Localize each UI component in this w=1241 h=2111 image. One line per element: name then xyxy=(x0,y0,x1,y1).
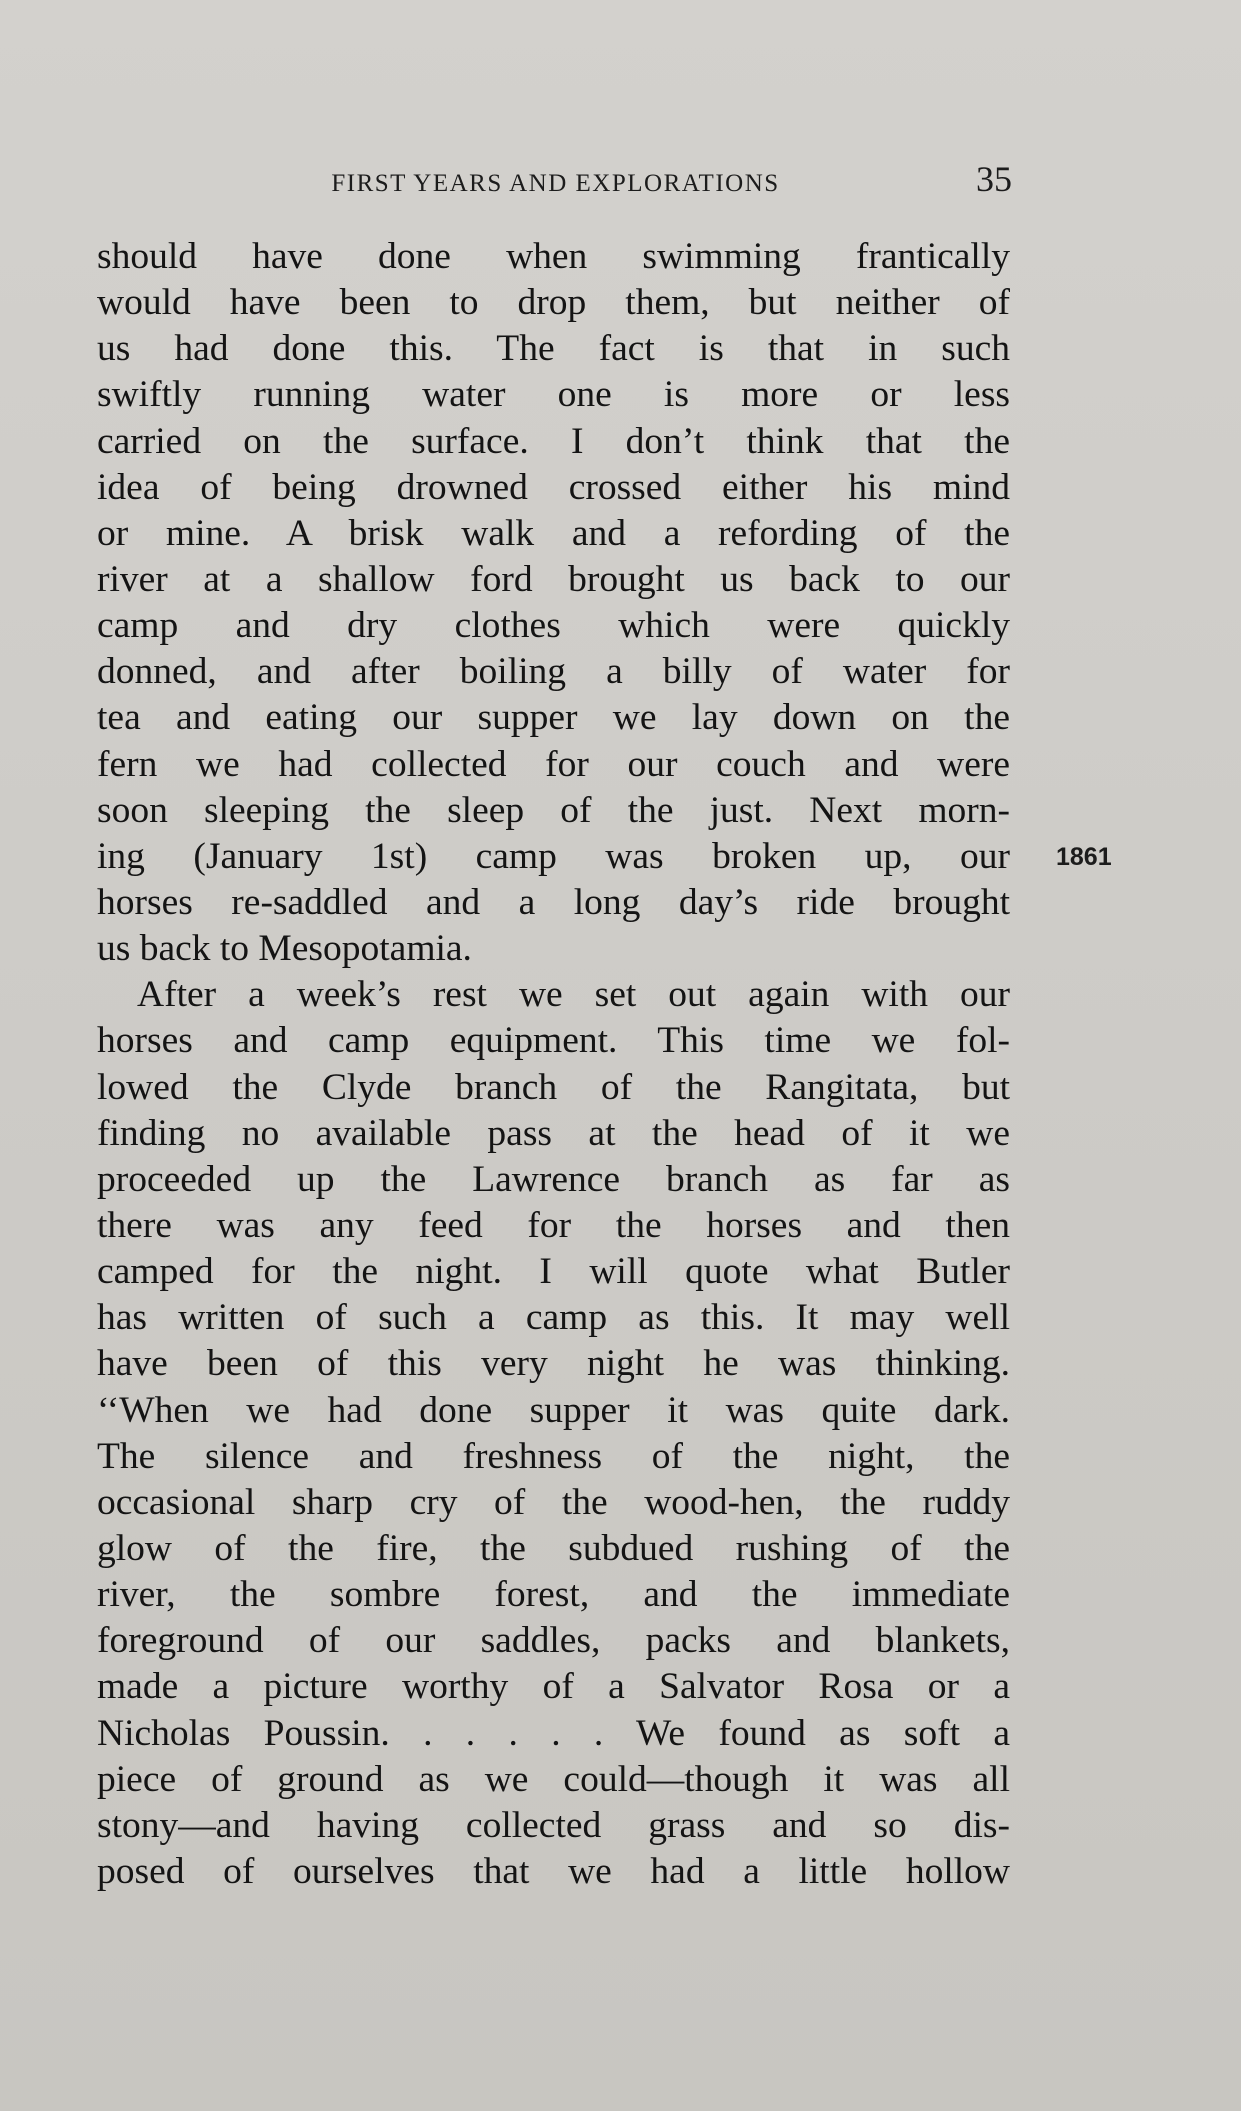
text-line: camp and dry clothes which were quickly xyxy=(97,605,1010,647)
text-line: there was any feed for the horses and then xyxy=(97,1204,1010,1246)
text-line: made a picture worthy of a Salvator Rosa or a xyxy=(97,1666,1010,1708)
text-line: After a week’s rest we set out again with our xyxy=(137,974,1010,1016)
page-number: 35 xyxy=(976,159,1012,199)
text-line: would have been to drop them, but neither of xyxy=(97,282,1010,324)
text-line: fern we had collected for our couch and were xyxy=(97,743,1010,785)
text-line: ing (January 1st) camp was broken up, our xyxy=(97,835,1010,877)
text-line: lowed the Clyde branch of the Rangitata, but xyxy=(97,1066,1010,1108)
text-line: stony—and having collected grass and so dis- xyxy=(97,1804,1010,1846)
text-line: should have done when swimming frantically xyxy=(97,236,1010,277)
text-line: posed of ourselves that we had a little hollow xyxy=(97,1850,1010,1892)
text-line: horses re-saddled and a long day’s ride brought xyxy=(97,881,1010,923)
text-line: has written of such a camp as this. It may well xyxy=(97,1297,1010,1339)
text-line: us back to Mesopotamia. xyxy=(97,928,472,970)
text-line: swiftly running water one is more or less xyxy=(97,374,1010,416)
running-title: FIRST YEARS AND EXPLORATIONS xyxy=(331,170,780,197)
text-line: river, the sombre forest, and the immediate xyxy=(97,1574,1010,1616)
text-line: soon sleeping the sleep of the just. Next morn- xyxy=(97,789,1010,831)
margin-year-note: 1861 xyxy=(1056,843,1112,871)
text-line: horses and camp equipment. This time we fol- xyxy=(97,1020,1010,1062)
text-line: us had done this. The fact is that in such xyxy=(97,328,1010,370)
text-line: idea of being drowned crossed either his mind xyxy=(97,466,1010,508)
text-line: piece of ground as we could—though it was all xyxy=(97,1758,1010,1800)
text-line: glow of the fire, the subdued rushing of the xyxy=(97,1527,1010,1569)
text-line: have been of this very night he was thinking. xyxy=(97,1343,1010,1385)
text-line: occasional sharp cry of the wood-hen, the ruddy xyxy=(97,1481,1010,1523)
text-line: river at a shallow ford brought us back to our xyxy=(97,558,1010,600)
text-line: carried on the surface. I don’t think that the xyxy=(97,420,1010,462)
running-header xyxy=(97,158,1014,208)
text-line: tea and eating our supper we lay down on the xyxy=(97,697,1010,739)
body-text xyxy=(97,234,1010,1895)
text-line: donned, and after boiling a billy of water for xyxy=(97,651,1010,693)
text-line: foreground of our saddles, packs and blankets, xyxy=(97,1620,1010,1662)
text-line: or mine. A brisk walk and a refording of the xyxy=(97,512,1010,554)
text-line: finding no available pass at the head of it we xyxy=(97,1112,1010,1154)
text-line: camped for the night. I will quote what Butler xyxy=(97,1251,1010,1293)
text-line: Nicholas Poussin. . . . . . We found as soft a xyxy=(97,1712,1010,1754)
text-line: ‘‘When we had done supper it was quite dark. xyxy=(97,1389,1010,1431)
text-line: proceeded up the Lawrence branch as far as xyxy=(97,1158,1010,1200)
text-line: The silence and freshness of the night, the xyxy=(97,1435,1010,1477)
